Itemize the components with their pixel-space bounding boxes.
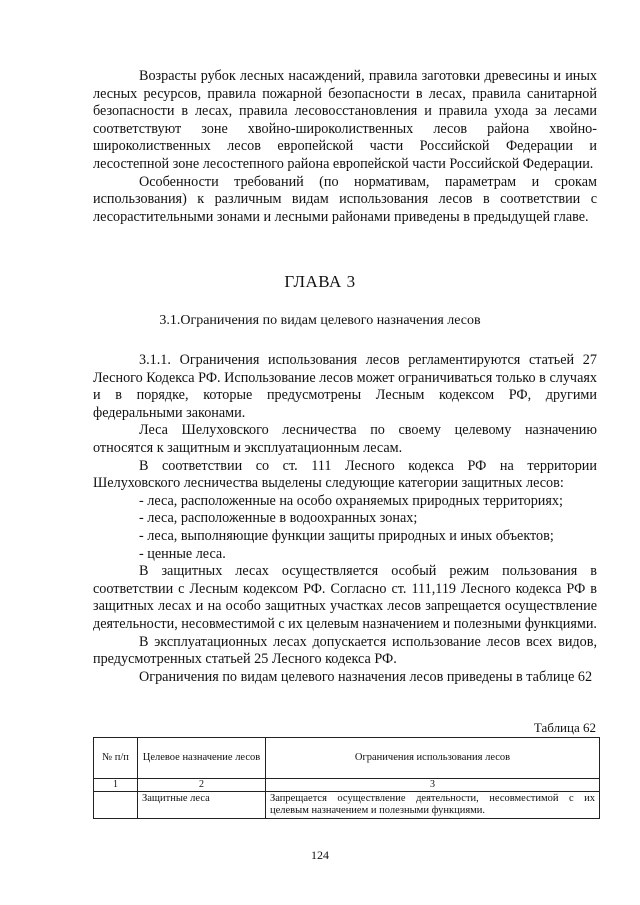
body-paragraph-1: 3.1.1. Ограничения использования лесов регламентируются статьей 27 Лесного Кодекса РФ. Использование лесов может ограничиваться только в случаях и в порядке, которые предусмотрены Лесным кодексом РФ, другими федеральными законами. <box>93 352 597 421</box>
body-text <box>93 352 597 686</box>
table-cell-restriction: Запрещается осуществление деятельности, несовместимой с их целевым назначением и полезными функциями. <box>266 792 600 819</box>
column-number: 1 <box>94 779 138 792</box>
intro-text <box>93 68 597 226</box>
column-number-row <box>94 779 600 792</box>
table-cell-purpose: Защитные леса <box>138 792 266 819</box>
intro-paragraph-1: Возрасты рубок лесных насаждений, правила заготовки древесины и иных лесных ресурсов, правила пожарной безопасности в лесах, правила санитарной безопасности в лесах, правила лесовосстановления и правила ухода за лесами соответствуют зоне хвойно-широколиственных лесов района хвойно-широколиственных лесов европейской части Российской Федерации и лесостепной зоне лесостепного района европейской части Российской Федерации. <box>93 68 597 172</box>
section-title: 3.1.Ограничения по видам целевого назначения лесов <box>159 313 481 328</box>
header-cell-purpose: Целевое назначение лесов <box>138 738 266 779</box>
list-item: - ценные леса. <box>139 545 226 562</box>
body-paragraph-5: В эксплуатационных лесах допускается использование лесов всех видов, предусмотренных статьей 25 Лесного кодекса РФ. <box>93 633 597 668</box>
list-item: - леса, выполняющие функции защиты природных и иных объектов; <box>139 527 554 544</box>
header-cell-number: № п/п <box>94 738 138 779</box>
table-caption: Таблица 62 <box>533 720 596 735</box>
intro-paragraph-2: Особенности требований (по нормативам, параметрам и срокам использования) к различным видам использования лесов в соответствии с лесорастительными зонами и лесными районами приведены в предыдущей главе. <box>93 173 597 225</box>
body-paragraph-4: В защитных лесах осуществляется особый режим пользования в соответствии с Лесным кодексом РФ. Согласно ст. 111,119 Лесного кодекса РФ в защитных лесах и на особо защитных участках лесов запрещается осуществление деятельности, несовместимой с их целевым назначением и полезными функциями. <box>93 563 597 632</box>
restrictions-table <box>93 737 600 819</box>
table-cell-number <box>94 792 138 819</box>
column-number: 2 <box>138 779 266 792</box>
column-number: 3 <box>266 779 600 792</box>
body-paragraph-2: Леса Шелуховского лесничества по своему целевому назначению относятся к защитным и эксплуатационным лесам. <box>93 422 597 456</box>
body-paragraph-6: Ограничения по видам целевого назначения лесов приведены в таблице 62 <box>139 668 593 685</box>
header-cell-restrictions: Ограничения использования лесов <box>266 738 600 779</box>
chapter-title: ГЛАВА 3 <box>284 272 356 291</box>
table-header-row <box>94 738 600 779</box>
table-row <box>94 792 600 819</box>
list-item: - леса, расположенные в водоохранных зонах; <box>139 510 418 527</box>
body-paragraph-3: В соответствии со ст. 111 Лесного кодекса РФ на территории Шелуховского лесничества выделены следующие категории защитных лесов: <box>93 457 597 492</box>
page-number: 124 <box>311 848 329 862</box>
list-item: - леса, расположенные на особо охраняемых природных территориях; <box>139 492 563 509</box>
